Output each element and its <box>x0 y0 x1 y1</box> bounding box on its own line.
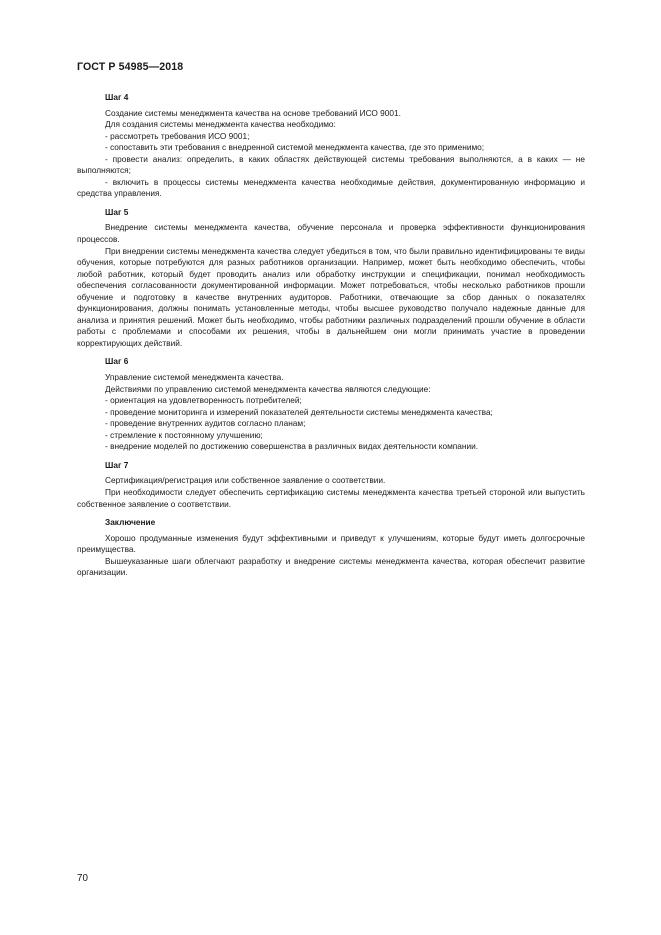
conclusion-paragraph: Вышеуказанные шаги облегчают разработку и внедрение системы менеджмента качества, которая обеспечит развитие организации. <box>77 555 585 578</box>
conclusion-paragraph: Хорошо продуманные изменения будут эффективными и приведут к улучшениям, которые будут иметь долгосрочные преимущества. <box>77 532 585 555</box>
step-7-paragraph: При необходимости следует обеспечить сертификацию системы менеджмента качества третьей стороной или выпустить собственное заявление о соответствии. <box>77 486 585 509</box>
step-4-list-item: - включить в процессы системы менеджмента качества необходимые действия, документированную информацию и средства управления. <box>77 176 585 199</box>
step-5-paragraph: При внедрении системы менеджмента качества следует убедиться в том, что были правильно идентифицированы те виды обучения, которые потребуются для разных работников организации. Например, может быть необходимо обеспечить, чтобы любой работник, который будет проводить анализ или обработку инструкции и спецификации, понимал необходимость обеспечения согласованности документированной информации. Может потребоваться, чтобы несколько работников прошли обучение и подготовку в качестве внутренних аудиторов. Работники, отвечающие за сбор данных о показателях функционирования, должны понимать установленные методы, чтобы высшее руководство получало надежные данные для анализа и принятия решений. Может быть необходимо, чтобы работники различных подразделений прошли обучение в области работы с проблемами и способами их решения, чтобы в дальнейшем они могли принимать участие в проведении корректирующих действий. <box>77 245 585 348</box>
step-4-paragraph: Создание системы менеджмента качества на основе требований ИСО 9001. <box>105 107 401 118</box>
document-body <box>77 92 585 579</box>
step-4-paragraph: Для создания системы менеджмента качества необходимо: <box>105 119 336 130</box>
step-7-paragraph: Сертификация/регистрация или собственное заявление о соответствии. <box>105 475 386 486</box>
step-6-list-item: - стремление к постоянному улучшению; <box>105 429 263 440</box>
step-6-list-item: - внедрение моделей по достижению совершенства в различных видах деятельности компании. <box>105 441 479 452</box>
step-6-paragraph: Управление системой менеджмента качества. <box>105 372 284 383</box>
step-7-title: Шаг 7 <box>105 459 129 470</box>
step-5-title: Шаг 5 <box>105 206 129 217</box>
step-6-list-item: - проведение мониторинга и измерений показателей деятельности системы менеджмента качества; <box>105 406 493 417</box>
step-4-list-item: - сопоставить эти требования с внедренной системой менеджмента качества, где это применимо; <box>105 142 485 153</box>
step-4-list-item: - провести анализ: определить, в каких областях действующей системы требования выполняются, а в каких — не выполняются; <box>77 153 585 176</box>
step-5-paragraph: Внедрение системы менеджмента качества, обучение персонала и проверка эффективности функционирования процессов. <box>77 222 585 245</box>
step-4-title: Шаг 4 <box>105 92 129 102</box>
page-number: 70 <box>77 873 88 884</box>
conclusion-title: Заключение <box>105 517 156 528</box>
step-6-list-item: - ориентация на удовлетворенность потребителей; <box>105 395 302 406</box>
step-4-list-item: - рассмотреть требования ИСО 9001; <box>105 130 250 141</box>
step-6-paragraph: Действиями по управлению системой менеджмента качества являются следующие: <box>105 383 431 394</box>
step-6-title: Шаг 6 <box>105 356 129 367</box>
step-6-list-item: - проведение внутренних аудитов согласно планам; <box>105 418 306 429</box>
page-header: ГОСТ Р 54985—2018 <box>77 61 184 73</box>
